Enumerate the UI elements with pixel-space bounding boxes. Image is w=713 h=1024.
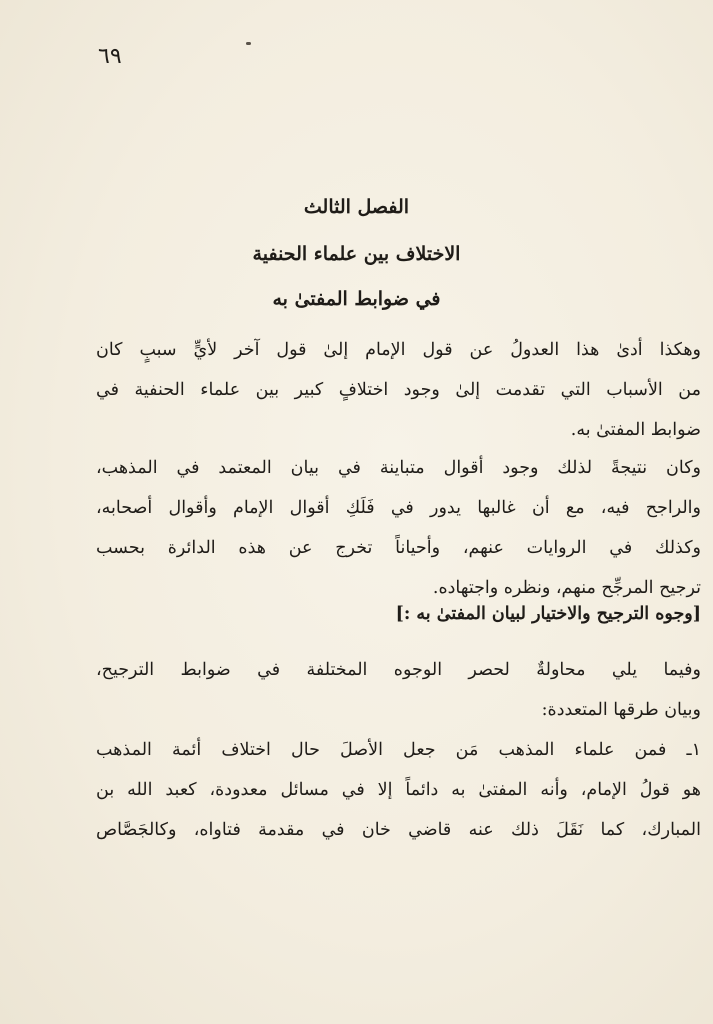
text-line: ترجيح المرجِّح منهم، ونظره واجتهاده. bbox=[432, 578, 701, 598]
text-line: وهكذا أدىٰ هذا العدولُ عن قول الإمام إلىٰ قول آخر لأيٍّ سببٍ كان bbox=[96, 340, 701, 360]
chapter-subtitle: في ضوابط المفتىٰ به bbox=[272, 288, 441, 310]
paragraph bbox=[96, 448, 701, 608]
chapter-heading: الفصل الثالث bbox=[303, 196, 410, 218]
chapter-title: الاختلاف بين علماء الحنفية bbox=[252, 243, 461, 265]
text-line: والراجح فيه، مع أن غالبها يدور في فَلَكِ أقوال الإمام وأقوال أصحابه، bbox=[96, 498, 701, 518]
page-number: ٦٩ bbox=[98, 44, 122, 69]
text-line: وفيما يلي محاولةٌ لحصر الوجوه المختلفة في ضوابط الترجيح، bbox=[96, 660, 701, 680]
print-mark bbox=[246, 42, 251, 45]
text-line: المبارك، كما نَقَلَ ذلك عنه قاضي خان في مقدمة فتاواه، وكالجَصَّاص bbox=[96, 820, 701, 840]
text-line: ضوابط المفتىٰ به. bbox=[570, 420, 701, 440]
section-heading: [وجوه الترجيح والاختيار لبيان المفتىٰ به :] bbox=[395, 604, 701, 624]
text-line: ١ـ فمن علماء المذهب مَن جعل الأصلَ حال اختلاف أئمة المذهب bbox=[96, 740, 701, 760]
text-line: وكذلك في الروايات عنهم، وأحياناً تخرج عن هذه الدائرة بحسب bbox=[96, 538, 701, 558]
paragraph bbox=[96, 730, 701, 850]
text-line: من الأسباب التي تقدمت إلىٰ وجود اختلافٍ كبير بين علماء الحنفية في bbox=[96, 380, 701, 400]
paragraph bbox=[96, 650, 701, 730]
paragraph bbox=[96, 330, 701, 450]
text-line: هو قولُ الإمام، وأنه المفتىٰ به دائماً إلا في مسائل معدودة، كعبد الله بن bbox=[96, 780, 701, 800]
text-line: وكان نتيجةً لذلك وجود أقوال متباينة في بيان المعتمد في المذهب، bbox=[96, 458, 701, 478]
text-line: وبيان طرقها المتعددة: bbox=[541, 700, 701, 720]
